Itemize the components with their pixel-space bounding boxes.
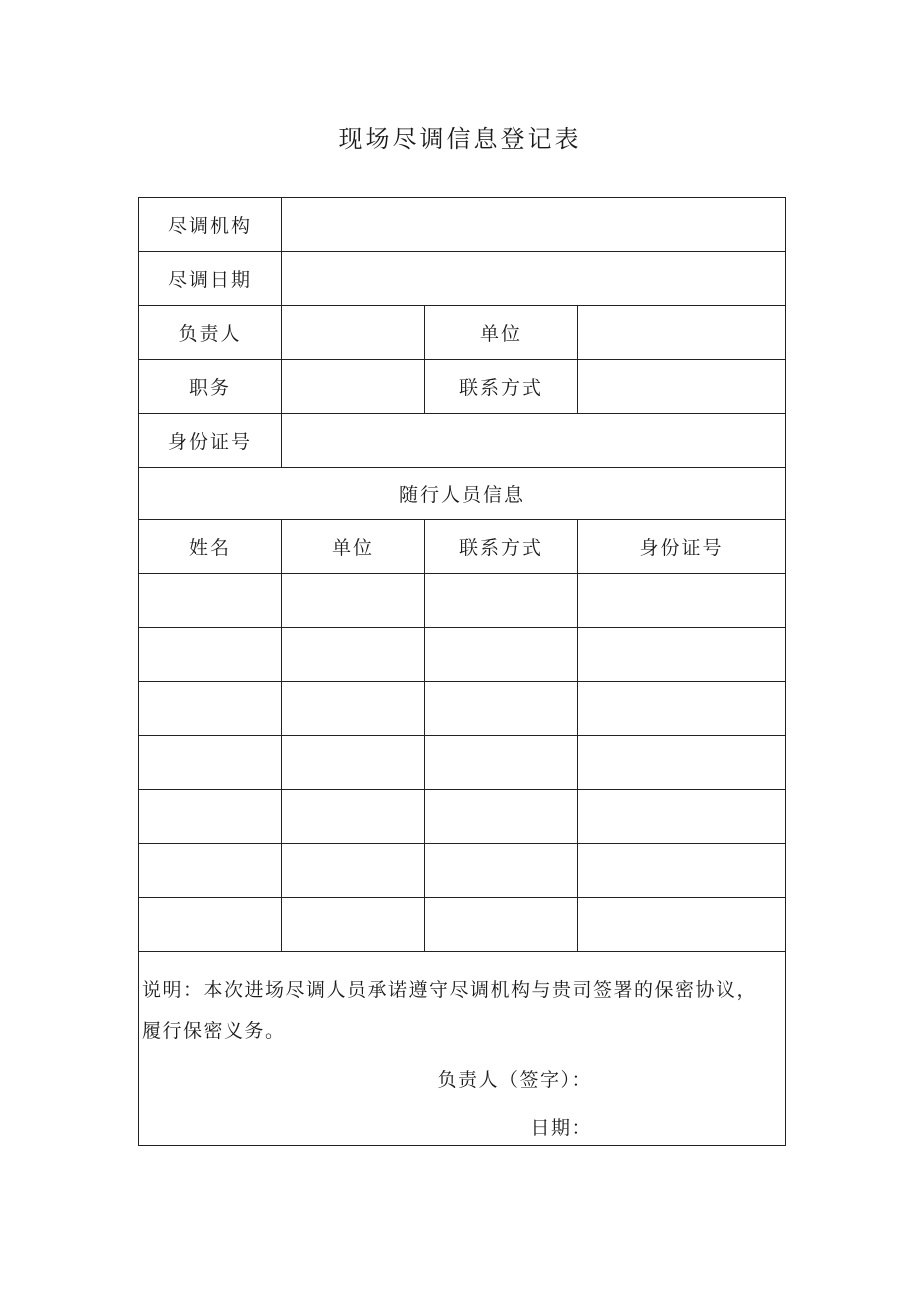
- note-cell: [139, 952, 786, 1146]
- input-id-number[interactable]: [282, 414, 786, 468]
- cell-id-number[interactable]: [578, 844, 786, 898]
- input-date[interactable]: [282, 252, 786, 306]
- label-id-number: 身份证号: [139, 414, 282, 468]
- cell-unit[interactable]: [282, 682, 425, 736]
- cell-id-number[interactable]: [578, 628, 786, 682]
- cell-name[interactable]: [139, 844, 282, 898]
- input-contact[interactable]: [578, 360, 786, 414]
- label-position: 职务: [139, 360, 282, 414]
- column-header-name: 姓名: [139, 520, 282, 574]
- row-institution: [139, 198, 786, 252]
- cell-name[interactable]: [139, 790, 282, 844]
- cell-name[interactable]: [139, 574, 282, 628]
- cell-id-number[interactable]: [578, 682, 786, 736]
- input-unit[interactable]: [578, 306, 786, 360]
- table-row: [139, 736, 786, 790]
- row-position-contact: [139, 360, 786, 414]
- confidentiality-note: 说明：本次进场尽调人员承诺遵守尽调机构与贵司签署的保密协议，履行保密义务。: [142, 979, 758, 1042]
- cell-contact[interactable]: [425, 736, 578, 790]
- label-date: 尽调日期: [139, 252, 282, 306]
- row-id-number: [139, 414, 786, 468]
- cell-contact[interactable]: [425, 844, 578, 898]
- page-title: 现场尽调信息登记表: [338, 125, 582, 153]
- column-header-contact: 联系方式: [425, 520, 578, 574]
- table-row: [139, 898, 786, 952]
- label-contact: 联系方式: [425, 360, 578, 414]
- table-row: [139, 628, 786, 682]
- signature-date-label: 日期：: [530, 1117, 593, 1139]
- signature-label: 负责人（签字）：: [437, 1069, 593, 1091]
- input-institution[interactable]: [282, 198, 786, 252]
- input-person-in-charge[interactable]: [282, 306, 425, 360]
- cell-contact[interactable]: [425, 898, 578, 952]
- cell-name[interactable]: [139, 682, 282, 736]
- cell-unit[interactable]: [282, 736, 425, 790]
- accompanying-section-title: 随行人员信息: [139, 468, 786, 520]
- table-row: [139, 844, 786, 898]
- row-date: [139, 252, 786, 306]
- cell-name[interactable]: [139, 898, 282, 952]
- table-row: [139, 790, 786, 844]
- cell-id-number[interactable]: [578, 790, 786, 844]
- label-institution: 尽调机构: [139, 198, 282, 252]
- cell-unit[interactable]: [282, 574, 425, 628]
- table-row: [139, 682, 786, 736]
- label-person-in-charge: 负责人: [139, 306, 282, 360]
- input-position[interactable]: [282, 360, 425, 414]
- row-note: [139, 952, 786, 1146]
- row-accompanying-title: [139, 468, 786, 520]
- cell-unit[interactable]: [282, 844, 425, 898]
- cell-unit[interactable]: [282, 790, 425, 844]
- cell-name[interactable]: [139, 628, 282, 682]
- row-person-unit: [139, 306, 786, 360]
- cell-id-number[interactable]: [578, 736, 786, 790]
- cell-unit[interactable]: [282, 628, 425, 682]
- cell-contact[interactable]: [425, 682, 578, 736]
- table-row: [139, 574, 786, 628]
- registration-form-table: [138, 197, 786, 1146]
- cell-id-number[interactable]: [578, 574, 786, 628]
- column-header-unit: 单位: [282, 520, 425, 574]
- column-header-id-number: 身份证号: [578, 520, 786, 574]
- label-unit: 单位: [425, 306, 578, 360]
- cell-name[interactable]: [139, 736, 282, 790]
- cell-id-number[interactable]: [578, 898, 786, 952]
- cell-contact[interactable]: [425, 790, 578, 844]
- cell-unit[interactable]: [282, 898, 425, 952]
- cell-contact[interactable]: [425, 574, 578, 628]
- cell-contact[interactable]: [425, 628, 578, 682]
- accompanying-header-row: [139, 520, 786, 574]
